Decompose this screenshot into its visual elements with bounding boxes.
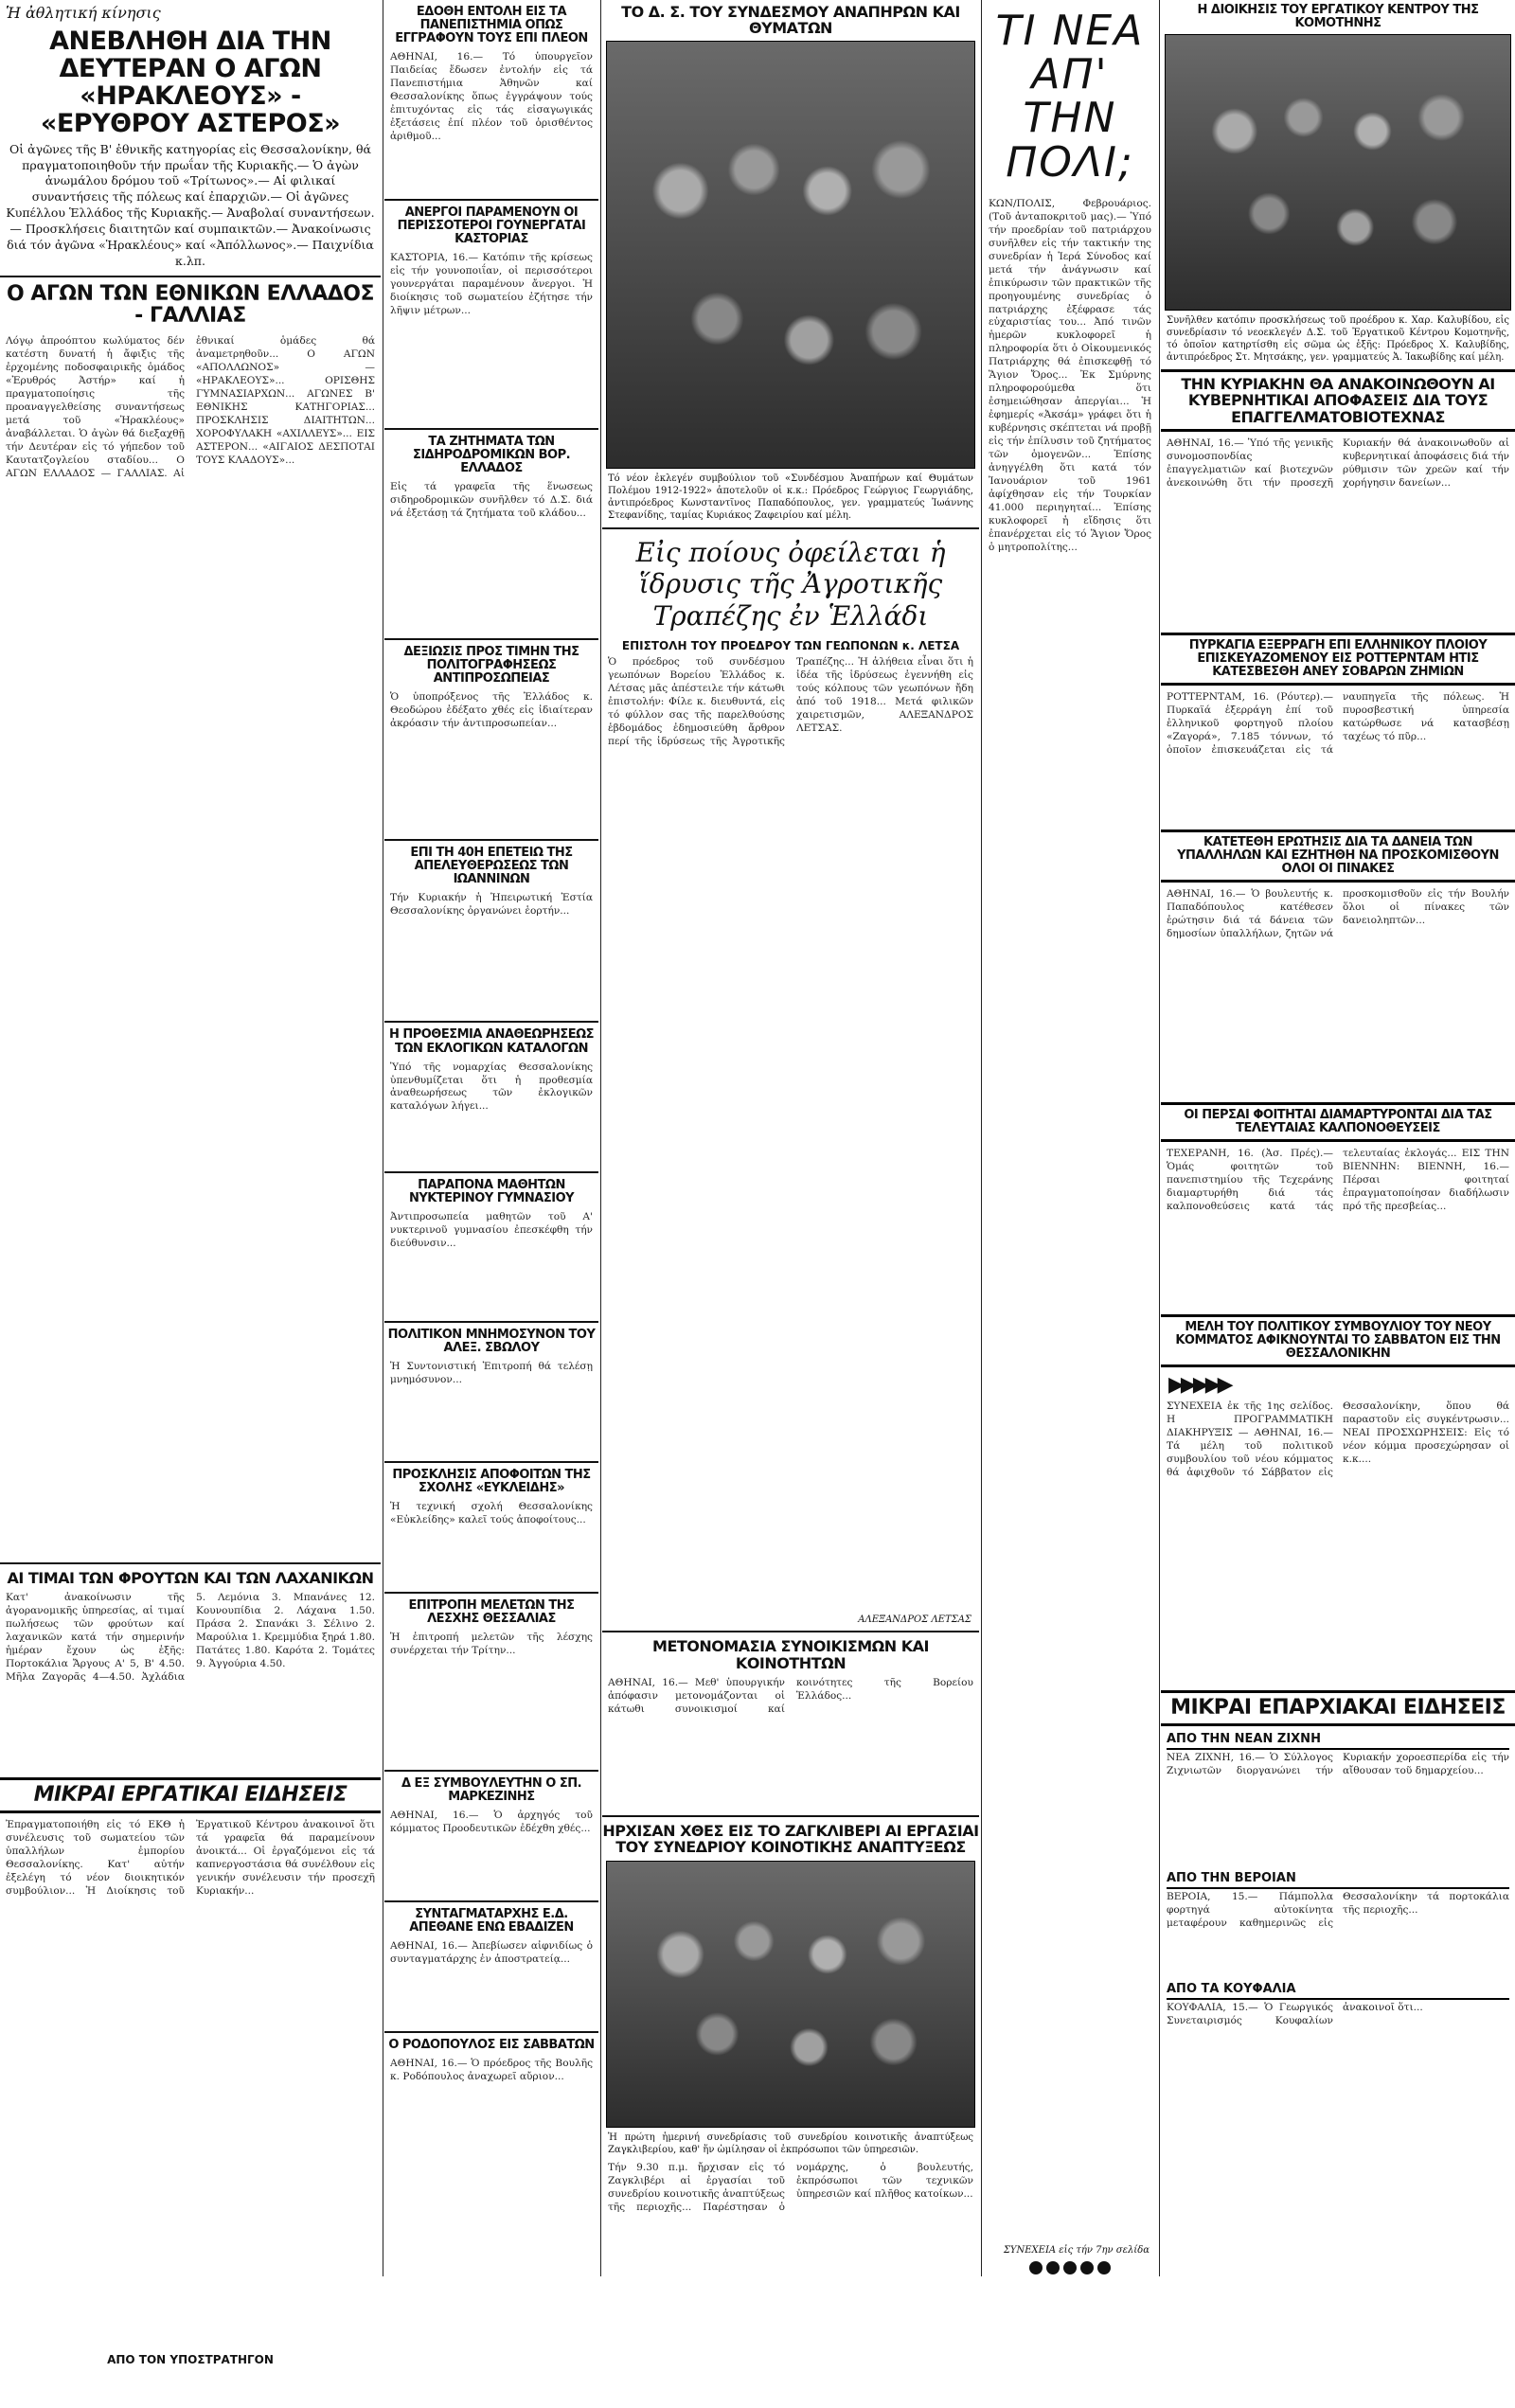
brief-body: ΑΘΗΝΑΙ, 16.— Ὁ ἀρχηγός τοῦ κόμματος Προοδευτικῶν ἐδέχθη χθές... [390, 1809, 597, 1834]
koufalia-body: ΚΟΥΦΑΛΙΑ, 15.— Ὁ Γεωργικός Συνεταιρισμός Κουφαλίων ἀνακοινοῖ ὅτι... [1167, 2001, 1423, 2026]
brief-headline: Δ ΕΞ ΣΥΜΒΟΥΛΕΥΤΗΝ Ο ΣΠ. ΜΑΡΚΕΖΙΝΗΣ [401, 1775, 582, 1804]
brief-body: Ἀντιπροσωπεία μαθητῶν τοῦ Α' νυκτερινοῦ γυμνασίου ἐπεσκέφθη τήν διεύθυνσιν... [390, 1210, 597, 1249]
prices-headline: ΑΙ ΤΙΜΑΙ ΤΩΝ ΦΡΟΥΤΩΝ ΚΑΙ ΤΩΝ ΛΑΧΑΝΙΚΩΝ [7, 1569, 374, 1588]
column-rule [1159, 0, 1160, 2276]
congress-photo [606, 1861, 975, 2128]
brief-body: Ὑπό τῆς νομαρχίας Θεσσαλονίκης ὑπενθυμίζεται ὅτι ἡ προθεσμία ἀναθεωρήσεως τῶν ἐκλογικῶν καταλόγων λήγει... [390, 1061, 597, 1113]
brief-body: Ἡ ἐπιτροπή μελετῶν τῆς λέσχης συνέρχεται τήν Τρίτην... [390, 1631, 597, 1656]
labor-center-photo [1165, 34, 1511, 311]
subheading-nea-zichni: ΑΠΟ ΤΗΝ ΝΕΑΝ ΖΙΧΝΗ [1167, 1732, 1509, 1750]
labor-center-caption: Συνῆλθεν κατόπιν προσκλήσεως τοῦ προέδρου κ. Χαρ. Καλυβίδου, εἰς συνεδρίασιν τό νεοεκλεγέν Δ.Σ. τοῦ Ἐργατικοῦ Κέντρου Κομοτηνῆς, τό ὁποῖον κατηρτίσθη εἰς σῶμα ὡς ἑξῆς: Πρόεδρος Χ. Καλυβίδης, ἀντιπρόεδρος Στ. Μητσάκης, γεν. γραμματεύς Ἀ. Ἰακωβίδης καί μέλη. [1167, 315, 1509, 364]
loans-headline: ΚΑΤΕΤΕΘΗ ΕΡΩΤΗΣΙΣ ΔΙΑ ΤΑ ΔΑΝΕΙΑ ΤΩΝ ΥΠΑΛΛΗΛΩΝ ΚΑΙ ΕΖΗΤΗΘΗ ΝΑ ΠΡΟΣΚΟΜΙΣΘΟΥΝ ΟΛΟΙ ΟΙ ΠΙΝΑΚΕΣ [1177, 834, 1499, 877]
congress-body: Τήν 9.30 π.μ. ἤρχισαν εἰς τό Ζαγκλιβέρι αἱ ἐργασίαι τοῦ συνεδρίου κοινοτικῆς ἀναπτύξεως τῆς περιοχῆς... Παρέστησαν ὁ νομάρχης, ὁ βουλευτής, ἐκπρόσωποι τῶν τεχνικῶν ὑπηρεσιῶν καί πλῆθος κατοίκων... [608, 2162, 977, 2214]
divider [384, 1592, 598, 1594]
divider [0, 276, 381, 277]
labor-headline: ΜΙΚΡΑΙ ΕΡΓΑΤΙΚΑΙ ΕΙΔΗΣΕΙΣ [33, 1783, 348, 1808]
constantinople-column [983, 0, 1157, 2276]
party-council-headline: ΜΕΛΗ ΤΟΥ ΠΟΛΙΤΙΚΟΥ ΣΥΜΒΟΥΛΙΟΥ ΤΟΥ ΝΕΟΥ ΚΟΜΜΑΤΟΣ ΑΦΙΚΝΟΥΝΤΑΙ ΤΟ ΣΑΒΒΑΤΟΝ ΕΙΣ ΤΗΝ ΘΕΣΣΑΛΟΝΙΚΗΝ [1175, 1320, 1501, 1362]
brief-headline: Ο ΡΟΔΟΠΟΥΛΟΣ ΕΙΣ ΣΑΒΒΑΤΩΝ [388, 2037, 595, 2052]
divider [384, 1900, 598, 1902]
provincial-news-headline: ΜΙΚΡΑΙ ΕΠΑΡΧΙΑΚΑΙ ΕΙΔΗΣΕΙΣ [1170, 1696, 1506, 1721]
association-photo-caption: Τό νέον ἐκλεγέν συμβούλιον τοῦ «Συνδέσμου Ἀναπήρων καί Θυμάτων Πολέμου 1912-1922» ἀποτελοῦν οἱ κ.κ.: Πρόεδρος Γεώργιος Γεωργιάδης, ἀντιπρόεδρος Κωνσταντῖνος Παπαδόπουλος, γεν. γραμματεύς Ἰωάννης Στεφανίδης, ταμίας Κυριάκος Ζαφειρίου καί μέλη. [608, 473, 973, 521]
renaming-body: ΑΘΗΝΑΙ, 16.— Μεθ' ὑπουργικήν ἀπόφασιν μετονομάζονται οἱ κάτωθι συνοικισμοί καί κοινότητες τῆς Βορείου Ἑλλάδος... [608, 1676, 977, 1715]
fire-body: ΡΟΤΤΕΡΝΤΑΜ, 16. (Ρόυτερ).— Πυρκαϊά ἐξερράγη ἐπί τοῦ ἑλληνικοῦ φορτηγοῦ πλοίου «Ζαγορά», 7.185 τόννων, τό ὁποῖον ἐπισκευάζεται εἰς τά ναυπηγεῖα τῆς πόλεως. Ἡ πυροσβεστική ὑπηρεσία κατώρθωσε νά κατασβέσῃ ταχέως τό πῦρ... [1167, 690, 1513, 756]
agricultural-bank-signoff: ΑΛΕΞΑΝΔΡΟΣ ΛΕΤΣΑΣ [858, 1614, 971, 1626]
labor-signoff: ΑΠΟ ΤΟΝ ΥΠΟΣΤΡΑΤΗΓΟΝ [107, 2353, 274, 2367]
veroia-body: ΒΕΡΟΙΑ, 15.— Πάμπολλα φορτηγά αὐτοκίνητα μεταφέρουν καθημερινῶς εἰς Θεσσαλονίκην τά πορτοκάλια τῆς περιοχῆς... [1167, 1890, 1513, 1929]
divider [384, 839, 598, 841]
divider [384, 428, 598, 430]
arrow-ornament: ▶▶▶▶▶ [1168, 1373, 1230, 1398]
gov-decisions-body: ΑΘΗΝΑΙ, 16.— Ὑπό τῆς γενικῆς συνομοσπονδίας ἐπαγγελματιῶν καί βιοτεχνῶν ἀνεκοινώθη ὅτι τήν προσεχῆ Κυριακήν θά ἀνακοινωθοῦν αἱ κυβερνητικαί ἀποφάσεις διά τήν ρύθμισιν τῶν χρεῶν καί τήν χορήγησιν δανείων... [1167, 437, 1513, 489]
brief-body: Εἰς τά γραφεῖα τῆς ἕνωσεως σιδηροδρομικῶν συνῆλθεν τό Δ.Σ. διά νά ἐξετάσῃ τά ζητήματα τοῦ κλάδου... [390, 481, 597, 520]
footer-ornament [983, 2261, 1157, 2274]
labor-article-body: Ἐπραγματοποιήθη εἰς τό ΕΚΘ ἡ συνέλευσις τοῦ σωματείου τῶν ὑπαλλήλων ἐμπορίου Θεσσαλονίκης. Κατ' αὐτήν ἐξελέγη τό νέον διοικητικόν συμβούλιον... Ἡ Διοίκησις τοῦ Ἐργατικοῦ Κέντρου ἀνακοινοῖ ὅτι τά γραφεῖα θά παραμείνουν ἀνοικτά... Οἱ ἐργαζόμενοι εἰς τά καπνεργοστάσια θά συνέλθουν εἰς γενικήν συνέλευσιν τήν προσεχῆ Κυριακήν... [6, 1819, 379, 1897]
association-board-photo [606, 41, 975, 469]
divider [384, 199, 598, 201]
brief-body: Τήν Κυριακήν ἡ Ἡπειρωτική Ἑστία Θεσσαλονίκης ὀργανώνει ἑορτήν... [390, 892, 597, 918]
brief-headline: ΕΠΙΤΡΟΠΗ ΜΕΛΕΤΩΝ ΤΗΣ ΛΕΣΧΗΣ ΘΕΣΣΑΛΙΑΣ [408, 1597, 575, 1626]
subheading-koufalia: ΑΠΟ ΤΑ ΚΟΥΦΑΛΙΑ [1167, 1982, 1509, 2000]
divider [602, 1815, 979, 1817]
gov-decisions-headline: ΤΗΝ ΚΥΡΙΑΚΗΝ ΘΑ ΑΝΑΚΟΙΝΩΘΟΥΝ ΑΙ ΚΥΒΕΡΝΗΤΙΚΑΙ ΑΠΟΦΑΣΕΙΣ ΔΙΑ ΤΟΥΣ ΕΠΑΓΓΕΛΜΑΤΟΒΙΟΤΕΧΝΑΣ [1181, 375, 1495, 426]
brief-headline: ΑΝΕΡΓΟΙ ΠΑΡΑΜΕΝΟΥΝ ΟΙ ΠΕΡΙΣΣΟΤΕΡΟΙ ΓΟΥΝΕΡΓΑΤΑΙ ΚΑΣΤΟΡΙΑΣ [397, 205, 586, 247]
fire-headline: ΠΥΡΚΑΓΙΑ ΕΞΕΡΡΑΓΗ ΕΠΙ ΕΛΛΗΝΙΚΟΥ ΠΛΟΙΟΥ ΕΠΙΣΚΕΥΑΖΟΜΕΝΟΥ ΕΙΣ ΡΟΤΤΕΡΝΤΑΜ ΗΤΙΣ ΚΑΤΕΣΒΕΣΘΗ ΑΝΕΥ ΣΟΒΑΡΩΝ ΖΗΜΙΩΝ [1188, 637, 1488, 679]
brief-headline: ΕΔΟΘΗ ΕΝΤΟΛΗ ΕΙΣ ΤΑ ΠΑΝΕΠΙΣΤΗΜΙΑ ΟΠΩΣ ΕΓΓΡΑΦΟΥΝ ΤΟΥΣ ΕΠΙ ΠΛΕΟΝ [395, 5, 588, 46]
gov-decisions-headline-box [1161, 369, 1515, 432]
brief-body: ΚΑΣΤΟΡΙΑ, 16.— Κατόπιν τῆς κρίσεως εἰς τήν γουνοποιΐαν, οἱ περισσότεροι γουνεργάται παραμένουν ἄνεργοι. Ἡ διοίκησις τοῦ σωματείου ἐζήτησε τήν λῆψιν μέτρων... [390, 252, 597, 317]
brief-headline: ΔΕΞΙΩΣΙΣ ΠΡΟΣ ΤΙΜΗΝ ΤΗΣ ΠΟΛΙΤΟΓΡΑΦΗΣΕΩΣ ΑΝΤΙΠΡΟΣΩΠΕΙΑΣ [403, 645, 579, 687]
brief-headline: ΠΑΡΑΠΟΝΑ ΜΑΘΗΤΩΝ ΝΥΚΤΕΡΙΝΟΥ ΓΥΜΝΑΣΙΟΥ [408, 1177, 575, 1205]
sports-column [0, 0, 381, 2367]
brief-body: Ἡ τεχνική σχολή Θεσσαλονίκης «Εὐκλείδης» καλεῖ τούς ἀποφοίτους... [390, 1500, 597, 1525]
brief-headline: ΕΠΙ ΤΗ 40Η ΕΠΕΤΕΙΩ ΤΗΣ ΑΠΕΛΕΥΘΕΡΩΣΕΩΣ ΤΩΝ ΙΩΑΝΝΙΝΩΝ [410, 846, 573, 887]
labor-headline-box [0, 1777, 381, 1813]
ornament-dot [1097, 2261, 1111, 2274]
ornament-dot [1046, 2261, 1060, 2274]
loans-headline-box [1161, 829, 1515, 883]
brief-headline: ΠΟΛΙΤΙΚΟΝ ΜΝΗΜΟΣΥΝΟΝ ΤΟΥ ΑΛΕΞ. ΣΒΩΛΟΥ [387, 1327, 596, 1355]
labor-center-headline: Η ΔΙΟΙΚΗΣΙΣ ΤΟΥ ΕΡΓΑΤΙΚΟΥ ΚΕΝΤΡΟΥ ΤΗΣ ΚΟΜΟΤΗΝΗΣ [1197, 3, 1479, 31]
features-column [602, 0, 979, 2276]
brief-headline: ΣΥΝΤΑΓΜΑΤΑΡΧΗΣ Ε.Δ. ΑΠΕΘΑΝΕ ΕΝΩ ΕΒΑΔΙΖΕΝ [409, 1906, 574, 1935]
lead-deck: Οἱ ἀγῶνες τῆς Β' ἐθνικῆς κατηγορίας εἰς Θεσσαλονίκην, θά πραγματοποιηθοῦν τήν πρωΐαν τῆς Κυριακῆς.— Ὁ ἀγὼν ἀνωμάλου δρόμου τοῦ «Τρίτωνος».— Αἱ φιλικαί συναντήσεις τῆς πόλεως καί ἐπαρχιῶν.— Οἱ ἀγῶνες Κυπέλλου Ἑλλάδος τῆς Κυριακῆς.— Ἀναβολαί συναντήσεων.— Προσκλήσεις διαιτητῶν καί συμπαικτῶν.— Ἀνακοίνωσις διά τόν ἀγῶνα «Ἡρακλέους» καί «Ἀπόλλωνος».— Παιχνίδια κ.λπ. [6, 141, 375, 268]
party-council-body: ΣΥΝΕΧΕΙΑ ἐκ τῆς 1ης σελίδος. Η ΠΡΟΓΡΑΜΜΑΤΙΚΗ ΔΙΑΚΗΡΥΞΙΣ — ΑΘΗΝΑΙ, 16.— Τά μέλη τοῦ πολιτικοῦ συμβουλίου τοῦ νέου κόμματος θά ἀφιχθοῦν τό Σάββατον εἰς Θεσσαλονίκην, ὅπου θά παραστοῦν εἰς συγκέντρωσιν... ΝΕΑΙ ΠΡΟΣΧΩΡΗΣΕΙΣ: Εἰς τό νέον κόμμα προσεχώρησαν οἱ κ.κ.... [1167, 1400, 1513, 1479]
divider [384, 1321, 598, 1323]
lead-headline: ΑΝΕΒΛΗΘΗ ΔΙΑ ΤΗΝ ΔΕΥΤΕΡΑΝ Ο ΑΓΩΝ «ΗΡΑΚΛΕΟΥΣ» - «ΕΡΥΘΡΟΥ ΑΣΤΕΡΟΣ» [40, 27, 341, 139]
column-rule [600, 0, 601, 2276]
divider [602, 527, 979, 529]
fire-headline-box [1161, 633, 1515, 686]
prices-article-body: Κατ' ἀνακοίνωσιν τῆς ἀγορανομικῆς ὑπηρεσίας, αἱ τιμαί πωλήσεως τῶν φρούτων καί λαχανικῶν κατά τήν σημερινήν ἡμέραν ἔχουν ὡς ἑξῆς: Πορτοκάλια Ἄργους Α' 5, Β' 4.50. Μῆλα Ζαγορᾶς 4—4.50. Ἀχλάδια 5. Λεμόνια 3. Μπανάνες 12. Κουνουπίδια 2. Λάχανα 1.50. Πράσα 2. Σπανάκι 3. Σέλινο 2. Μαρούλια 1. Κρεμμύδια ξηρά 1.80. Πατάτες 1.80. Καρότα 2. Τομάτες 9. Ἀγγούρια 4.50. [6, 1592, 379, 1684]
subheading-veroia: ΑΠΟ ΤΗΝ ΒΕΡΟΙΑΝ [1167, 1871, 1509, 1889]
city-news-title: ΤΙ ΝΕΑ ΑΠ' ΤΗΝ ΠΟΛΙ; [995, 7, 1145, 187]
divider [602, 1631, 979, 1632]
continue-note: ΣΥΝΕΧΕΙΑ εἰς τήν 7ην σελίδα [1003, 2244, 1150, 2256]
brief-body: ΑΘΗΝΑΙ, 16.— Ἀπεβίωσεν αἰφνιδίως ὁ συνταγματάρχης ἐν ἀποστρατείᾳ... [390, 1939, 597, 1965]
renaming-headline: ΜΕΤΟΝΟΜΑΣΙΑ ΣΥΝΟΙΚΙΣΜΩΝ ΚΑΙ ΚΟΙΝΟΤΗΤΩΝ [652, 1637, 929, 1672]
second-headline: Ο ΑΓΩΝ ΤΩΝ ΕΘΝΙΚΩΝ ΕΛΛΑΔΟΣ - ΓΑΛΛΙΑΣ [7, 281, 374, 329]
ornament-dot [1080, 2261, 1094, 2274]
divider [384, 1461, 598, 1463]
brief-headline: Η ΠΡΟΘΕΣΜΙΑ ΑΝΑΘΕΩΡΗΣΕΩΣ ΤΩΝ ΕΚΛΟΓΙΚΩΝ ΚΑΤΑΛΟΓΩΝ [388, 1027, 595, 1056]
ornament-dot [1063, 2261, 1077, 2274]
nea-zichni-body: ΝΕΑ ΖΙΧΝΗ, 16.— Ὁ Σύλλογος Ζιχνιωτῶν διοργανώνει τήν Κυριακήν χοροεσπερίδα εἰς τήν αἴθουσαν τοῦ δημαρχείου... [1167, 1751, 1513, 1776]
brief-headline: ΠΡΟΣΚΛΗΣΙΣ ΑΠΟΦΟΙΤΩΝ ΤΗΣ ΣΧΟΛΗΣ «ΕΥΚΛΕΙΔΗΣ» [392, 1467, 591, 1495]
right-news-column [1161, 0, 1515, 2276]
loans-body: ΑΘΗΝΑΙ, 16.— Ὁ βουλευτής κ. Παπαδόπουλος κατέθεσεν ἐρώτησιν διά τά δάνεια τῶν δημοσίων ὑπαλλήλων, ζητῶν νά προσκομισθοῦν εἰς τήν Βουλήν ὅλοι οἱ πίνακες τῶν δανειοληπτῶν... [1167, 888, 1513, 939]
divider [384, 1021, 598, 1023]
divider [384, 638, 598, 640]
agricultural-bank-body: Ὁ πρόεδρος τοῦ συνδέσμου γεωπόνων Βορείου Ἑλλάδος κ. Λέτσας μᾶς ἀπέστειλε τήν κάτωθι ἐπιστολήν: Φίλε κ. διευθυντά, εἰς τό φύλλον σας τῆς παρελθούσης ἑβδομάδος ἐδημοσιεύθη ἄρθρον περί τῆς ἱδρύσεως τῆς Ἀγροτικῆς Τραπέζης... Ἡ ἀλήθεια εἶναι ὅτι ἡ ἰδέα τῆς ἱδρύσεως ἐγεννήθη εἰς τούς κόλπους τῶν γεωπόνων ἤδη ἀπό τοῦ 1918... Μετά φιλικῶν χαιρετισμῶν, ΑΛΕΞΑΝΔΡΟΣ ΛΕΤΣΑΣ. [608, 656, 977, 748]
sports-article-body: Λόγῳ ἀπροόπτου κωλύματος δέν κατέστη δυνατή ἡ ἄφιξις τῆς ἐρχομένης ποδοσφαιρικῆς ὁμάδος «Ἐρυθρός Ἀστήρ» καί ἡ πραγματοποίησις τῆς προαναγγελθείσης συναντήσεως μετά τοῦ «Ἡρακλέους» ἀναβάλλεται. Ὁ ἀγὼν θά διεξαχθῇ τήν Δευτέραν εἰς τό γήπεδον τοῦ Καυτατζογλείου σταδίου... Ο ΑΓΩΝ ΕΛΛΑΔΟΣ — ΓΑΛΛΙΑΣ. Αἱ ἐθνικαί ὁμάδες θά ἀναμετρηθοῦν... Ο ΑΓΩΝ «ΑΠΟΛΛΩΝΟΣ» — «ΗΡΑΚΛΕΟΥΣ»... ΟΡΙΣΘΗΣ ΓΥΜΝΑΣΙΑΡΧΩΝ... ΑΓΩΝΕΣ Β' ΕΘΝΙΚΗΣ ΚΑΤΗΓΟΡΙΑΣ... ΠΡΟΣΚΛΗΣΙΣ ΔΙΑΙΤΗΤΩΝ... ΧΟΡΟΦΥΛΑΚΗ «ΑΧΙΛΛΕΥΣ»... ΕΙΣ ΑΣΤΕΡΟΝ... «ΑΙΓΑΙΟΣ ΔΕΣΠΟΤΑΙ ΤΟΥΣ ΚΛΑΔΟΥΣ»... [6, 335, 379, 479]
brief-body: ΑΘΗΝΑΙ, 16.— Ὁ πρόεδρος τῆς Βουλῆς κ. Ροδόπουλος ἀναχωρεῖ αὔριον... [390, 2057, 597, 2082]
divider [384, 1171, 598, 1173]
congress-headline: ΗΡΧΙΣΑΝ ΧΘΕΣ ΕΙΣ ΤΟ ΖΑΓΚΛΙΒΕΡΙ ΑΙ ΕΡΓΑΣΙΑΙ ΤΟΥ ΣΥΝΕΔΡΙΟΥ ΚΟΙΝΟΤΙΚΗΣ ΑΝΑΠΤΥΞΕΩΣ [602, 1821, 979, 1857]
divider [384, 1770, 598, 1772]
party-headline-box [1161, 1314, 1515, 1367]
section-kicker: Ἡ ἀθλητική κίνησις [6, 4, 161, 22]
agricultural-bank-headline: Εἰς ποίους ὀφείλεται ἡ ἵδρυσις τῆς Ἀγροτικῆς Τραπέζης ἐν Ἑλλάδι [635, 536, 946, 632]
column-rule [981, 0, 982, 2276]
ornament-dot [1029, 2261, 1043, 2274]
city-news-body: ΚΩΝ/ΠΟΛΙΣ, Φεβρουάριος. (Τοῦ ἀνταποκριτοῦ μας).— Ὑπό τήν προεδρίαν τοῦ πατριάρχου συνῆλθεν εἰς τήν τακτικήν της συνεδρίαν ἡ Ἱερά Σύνοδος καί μετά τήν ἀνάγνωσιν καί ἐπικύρωσιν τῶν πρακτικῶν τῆς προηγουμένης συνεδρίας ὁ πατριάρχης ἐξέφρασε τάς εὐχαριστίας του... Ἀπό τινῶν ἡμερῶν κυκλοφορεῖ ἡ πληροφορία ὅτι ὁ Οἰκουμενικός Πατριάρχης θά ἐπισκεφθῇ τό Ἅγιον Ὄρος... Ἐκ Σμύρνης πληροφορούμεθα ὅτι ἐσημειώθησαν ἀπεργίαι... Ἡ ἐφημερίς «Ἀκσάμ» γράφει ὅτι ἡ κυβέρνησις σκέπτεται νά προβῇ εἰς τήν ἐπίλυσιν τοῦ ζητήματος τῶν ὁμογενῶν... Ἐπίσης ἀνηγγέλθη ὅτι κατά τόν Ἰανουάριον τοῦ 1961 ἀφίχθησαν εἰς τήν Τουρκίαν 41.000 περιηγηταί... Ἐπίσης κυκλοφορεῖ ἡ εἴδησις ὅτι ἐπανέρχεται εἰς τό Ἅγιον Ὄρος ὁ μητροπολίτης... [989, 197, 1155, 553]
provincial-headline-box [1161, 1690, 1515, 1726]
persian-headline-box [1161, 1102, 1515, 1142]
brief-body: Ὁ ὑποπρόξενος τῆς Ἑλλάδος κ. Θεοδώρου ἐδέξατο χθές εἰς ἰδιαίτεραν ἀκρόασιν τήν ἀντιπροσωπείαν... [390, 691, 597, 730]
divider [0, 1562, 381, 1564]
persian-students-headline: ΟΙ ΠΕΡΣΑΙ ΦΟΙΤΗΤΑΙ ΔΙΑΜΑΡΤΥΡΟΝΤΑΙ ΔΙΑ ΤΑΣ ΤΕΛΕΥΤΑΙΑΣ ΚΑΛΠΟΝΟΘΕΥΣΕΙΣ [1184, 1108, 1492, 1136]
brief-body: Ἡ Συντονιστική Ἐπιτροπή θά τελέσῃ μνημόσυνον... [390, 1360, 597, 1385]
briefs-column [384, 0, 598, 2276]
congress-photo-caption: Ἡ πρώτη ἡμερινή συνεδρίασις τοῦ συνεδρίου κοινοτικῆς ἀναπτύξεως Ζαγκλιβερίου, καθ' ἥν ὡμίλησαν οἱ ἐκπρόσωποι τῶν ὑπηρεσιῶν. [608, 2132, 973, 2156]
brief-body: ΑΘΗΝΑΙ, 16.— Τό ὑπουργεῖον Παιδείας ἔδωσεν ἐντολήν εἰς τά Πανεπιστήμια Ἀθηνῶν καί Θεσσαλονίκης ὅπως ἐγγράψουν τούς ἐπιτυχόντας εἰς τάς εἰσαγωγικάς ἐξετάσεις ἐπί πλέον τοῦ ὁρισθέντος ἀριθμοῦ... [390, 51, 597, 142]
divider [384, 2031, 598, 2033]
association-photo-headline: ΤΟ Δ. Σ. ΤΟΥ ΣΥΝΔΕΣΜΟΥ ΑΝΑΠΗΡΩΝ ΚΑΙ ΘΥΜΑΤΩΝ [621, 3, 960, 38]
brief-headline: ΤΑ ΖΗΤΗΜΑΤΑ ΤΩΝ ΣΙΔΗΡΟΔΡΟΜΙΚΩΝ ΒΟΡ. ΕΛΛΑΔΟΣ [412, 435, 571, 476]
agricultural-bank-byline: ΕΠΙΣΤΟΛΗ ΤΟΥ ΠΡΟΕΔΡΟΥ ΤΩΝ ΓΕΩΠΟΝΩΝ κ. ΛΕΤΣΑ [621, 639, 960, 653]
persian-students-body: ΤΕΧΕΡΑΝΗ, 16. (Ἀσ. Πρές).— Ὁμάς φοιτητῶν τοῦ πανεπιστημίου τῆς Τεχεράνης διαμαρτυρήθη διά τάς καλπονοθεύσεις κατά τάς τελευταίας ἐκλογάς... ΕΙΣ ΤΗΝ ΒΙΕΝΝΗΝ: ΒΙΕΝΝΗ, 16.— Πέρσαι φοιτηταί ἐπραγματοποίησαν διαδήλωσιν πρό τῆς πρεσβείας... [1167, 1148, 1513, 1212]
